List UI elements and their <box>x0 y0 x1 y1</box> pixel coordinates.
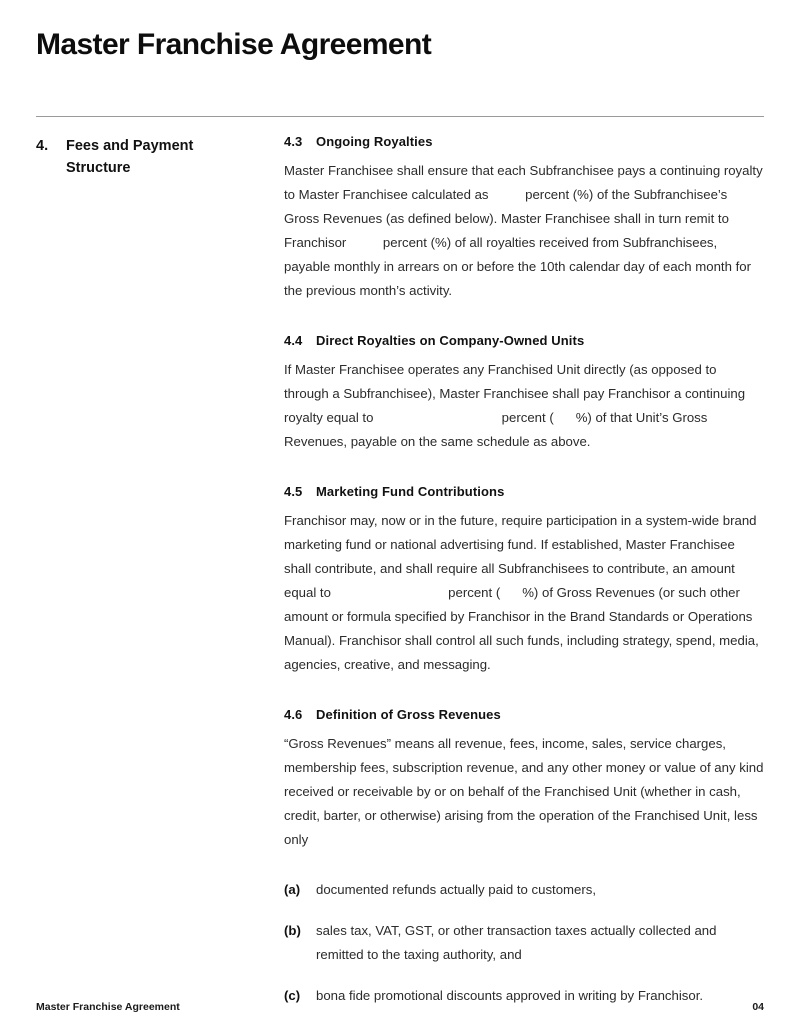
clause-title: Definition of Gross Revenues <box>316 707 501 723</box>
clause-body: Franchisor may, now or in the future, require participation in a system-wide brand marketing fund or national advertising fund. If established, Master Franchisee shall contribute, and shall require all Subfranchisees to contribute, an amount equal to percent ( %) of Gross Revenues (or such other amount or formula specified by Franchisor in the Brand Standards or Operations Manual). Franchisor shall control all such funds, including strategy, spend, media, agencies, creative, and messaging. <box>284 513 759 673</box>
title-divider <box>36 116 764 117</box>
list-item-marker: (a) <box>284 882 301 898</box>
clause-4-5 <box>284 484 764 677</box>
clause-4-4 <box>284 333 764 454</box>
clause-number: 4.3 <box>284 134 303 149</box>
clause-heading <box>284 707 764 722</box>
list-item-text: documented refunds actually paid to customers, <box>316 882 597 898</box>
section-row <box>36 134 764 1024</box>
section-number: 4. <box>36 138 49 154</box>
list-item-marker: (b) <box>284 923 301 939</box>
clause-column <box>284 134 764 1024</box>
clause-heading <box>284 134 764 149</box>
list-item-text: bona fide promotional discounts approved in writing by Franchisor. <box>316 987 704 1003</box>
footer-document-name: Master Franchise Agreement <box>36 1001 180 1013</box>
section-name: Fees and Payment Structure <box>66 138 194 177</box>
clause-number: 4.6 <box>284 707 303 723</box>
list-item-text: sales tax, VAT, GST, or other transaction taxes actually collected and remitted to the taxing authority, and <box>316 923 717 962</box>
clause-title: Marketing Fund Contributions <box>316 484 505 500</box>
exclusions-list <box>284 878 764 1007</box>
clause-body: “Gross Revenues” means all revenue, fees, income, sales, service charges, membership fees, subscription revenue, and any other money or value of any kind received or receivable by or on behalf of the Franchised Unit (whether in cash, credit, barter, or otherwise) arising from the operation of the Franchised Unit, less only <box>284 736 764 848</box>
clause-title: Direct Royalties on Company-Owned Units <box>316 333 585 349</box>
list-item-marker: (c) <box>284 987 301 1003</box>
clause-number: 4.4 <box>284 333 303 349</box>
section-heading <box>36 134 284 180</box>
list-item <box>284 919 764 967</box>
clause-body: If Master Franchisee operates any Franchised Unit directly (as opposed to through a Subfranchisee), Master Franchisee shall pay Franchisor a continuing royalty equal to percent ( %) of that Unit’s Gross Revenues, payable on the same schedule as above. <box>284 362 746 450</box>
clause-4-3 <box>284 134 764 303</box>
page-title: Master Franchise Agreement <box>36 28 432 61</box>
clause-body: Master Franchisee shall ensure that each Subfranchisee pays a continuing royalty to Master Franchisee calculated as percent (%) of the Subfranchisee’s Gross Revenues (as defined below). Master Franchisee shall in turn remit to Franchisor percent (%) of all royalties received from Subfranchisees, payable monthly in arrears on or before the 10th calendar day of each month for the previous month’s activity. <box>284 163 763 299</box>
page-footer <box>36 1001 764 1013</box>
clause-heading <box>284 333 764 348</box>
footer-page-number: 04 <box>752 1001 764 1013</box>
clause-heading <box>284 484 764 499</box>
clause-title: Ongoing Royalties <box>316 134 433 149</box>
page-content <box>36 134 764 1024</box>
list-item <box>284 878 764 902</box>
clause-4-6 <box>284 707 764 1007</box>
clause-number: 4.5 <box>284 484 303 500</box>
